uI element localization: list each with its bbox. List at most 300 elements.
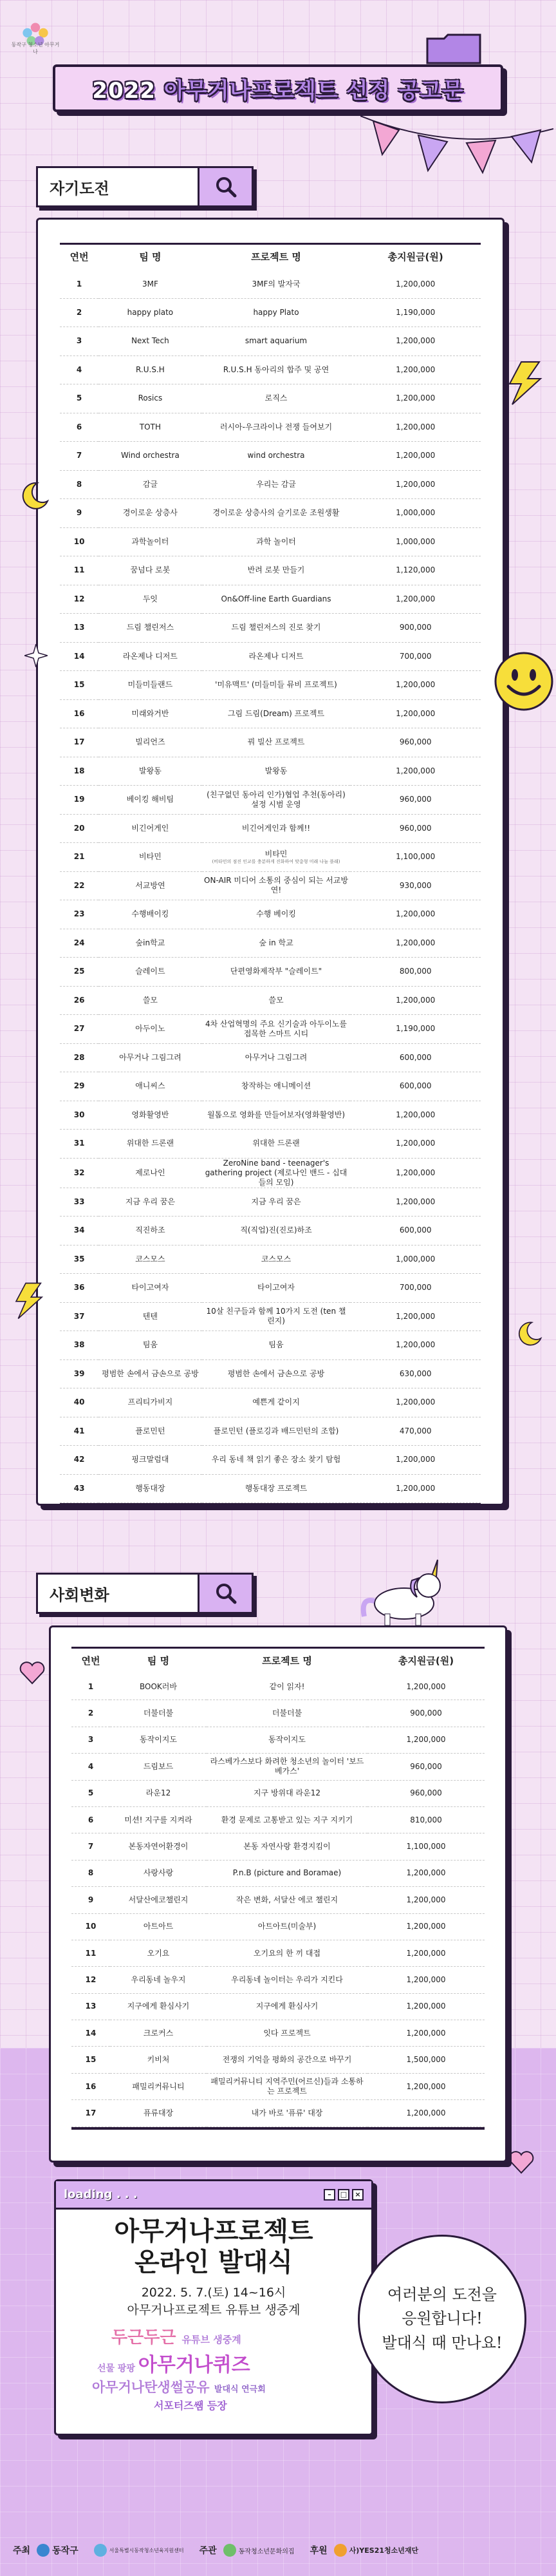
cell-no: 11 [60, 556, 98, 585]
cell-no: 41 [60, 1417, 98, 1446]
cell-team: 행동대장 [98, 1474, 201, 1503]
table-row [60, 556, 481, 585]
table-row [71, 1754, 485, 1780]
cell-amount: 1,200,000 [367, 1993, 485, 2020]
cell-project: 라온제나 디저트 [202, 642, 351, 671]
organizer-org-name: 동작청소년문화의집 [238, 2548, 295, 2555]
cell-team: 애니씨스 [98, 1072, 201, 1101]
table-row [71, 1780, 485, 1806]
col-header-team: 팀 명 [98, 244, 201, 270]
cell-amount: 800,000 [350, 958, 481, 987]
cell-team: 베이킹 해비팀 [98, 786, 201, 815]
cell-project: 반려 로봇 만들기 [202, 556, 351, 585]
cell-no: 13 [71, 1993, 110, 2020]
cell-amount: 600,000 [350, 1043, 481, 1072]
cell-amount: 1,200,000 [367, 1967, 485, 1993]
cell-no: 1 [60, 270, 98, 299]
cell-team: 아트아트 [110, 1913, 207, 1940]
cell-project: 더불더불 [207, 1700, 367, 1727]
cell-amount: 1,200,000 [350, 384, 481, 413]
cell-no: 15 [60, 671, 98, 700]
table-row [60, 1158, 481, 1188]
table-row [60, 1274, 481, 1303]
cell-project: 라스베가스보다 화려한 청소년의 놀이터 '보드베가스' [207, 1754, 367, 1780]
cell-team: 빌리언즈 [98, 728, 201, 757]
table-row [71, 1967, 485, 1993]
program-title: 아무거나퀴즈 [138, 2354, 250, 2376]
host-label: 주최 [13, 2546, 31, 2556]
cell-team: 코스모스 [98, 1245, 201, 1274]
cell-no: 4 [71, 1754, 110, 1780]
sparkle-icon [24, 644, 48, 667]
table-row [60, 900, 481, 929]
folder-icon [425, 32, 483, 64]
cell-team: 타이고여자 [98, 1274, 201, 1303]
moon-icon [18, 480, 50, 513]
cell-no: 2 [71, 1700, 110, 1727]
cell-project: 예쁜게 같이지 [202, 1388, 351, 1417]
cell-project: 같이 읽자! [207, 1674, 367, 1700]
table-row [71, 2100, 485, 2126]
cell-team: 지금 우리 꿈은 [98, 1188, 201, 1217]
cell-amount: 1,200,000 [350, 585, 481, 614]
table-row [60, 413, 481, 442]
cell-team: Wind orchestra [98, 442, 201, 471]
cell-amount: 1,000,000 [350, 499, 481, 528]
cell-amount: 630,000 [350, 1359, 481, 1388]
cell-no: 24 [60, 929, 98, 958]
cell-amount: 1,100,000 [367, 1833, 485, 1860]
col-header-no: 연번 [71, 1648, 110, 1674]
table-row [60, 958, 481, 987]
cell-team: 사랑사랑 [110, 1860, 207, 1886]
table-row [60, 585, 481, 614]
promo-title [56, 2216, 371, 2278]
host-logo-icon [37, 2544, 50, 2557]
cell-amount: 470,000 [350, 1417, 481, 1446]
cell-amount: 1,200,000 [350, 699, 481, 728]
table-row [60, 728, 481, 757]
cell-team: 팀움 [98, 1331, 201, 1360]
cell-no: 23 [60, 900, 98, 929]
cell-team: 키비처 [110, 2047, 207, 2073]
cell-project: 단편영화제작부 "슬레이트" [202, 958, 351, 987]
cell-amount: 1,200,000 [367, 2020, 485, 2047]
table-row [71, 2020, 485, 2047]
cell-amount: 960,000 [367, 1754, 485, 1780]
cell-project: 우리 동네 책 읽기 좋은 장소 찾기 탐험 [202, 1446, 351, 1475]
cell-no: 4 [60, 355, 98, 384]
table-row [71, 1674, 485, 1700]
cell-amount: 1,200,000 [367, 2073, 485, 2099]
cell-no: 27 [60, 1015, 98, 1044]
table-row [60, 929, 481, 958]
cell-project: 과학 놀이터 [202, 527, 351, 556]
cell-project: 아무거나 그림그려 [202, 1043, 351, 1072]
table-row [71, 1993, 485, 2020]
cell-team: BOOK러바 [110, 1674, 207, 1700]
cell-project: 환경 문제로 고통받고 있는 지구 지키기 [207, 1806, 367, 1833]
cell-project: 타이고여자 [202, 1274, 351, 1303]
cell-team: 슬레이트 [98, 958, 201, 987]
cell-team: 아무거나 그림그려 [98, 1043, 201, 1072]
cell-no: 10 [60, 527, 98, 556]
cell-no: 21 [60, 843, 98, 872]
table-row [60, 786, 481, 815]
window-label: loading . . . [64, 2188, 138, 2201]
cell-team: 패밀리커뮤니티 [110, 2073, 207, 2099]
table-row [71, 1860, 485, 1886]
cell-project: 발왕동 [202, 757, 351, 786]
cell-amount: 1,000,000 [350, 1245, 481, 1274]
cell-project: 월톱으로 영화를 만들어보자(영화활영반) [202, 1101, 351, 1130]
cell-project: 쓸모 [202, 986, 351, 1015]
cell-amount: 900,000 [350, 614, 481, 643]
cell-no: 22 [60, 871, 98, 900]
col-header-project: 프로젝트 명 [207, 1648, 367, 1674]
cell-amount: 1,200,000 [350, 671, 481, 700]
cell-project: P.n.B (picture and Boramae) [207, 1860, 367, 1886]
program-sub: 발대식 연극회 [214, 2385, 266, 2394]
cell-team: 제로나인 [98, 1158, 201, 1188]
launch-event-window [54, 2179, 373, 2436]
cell-team: 미래와거반 [98, 699, 201, 728]
search-button[interactable] [198, 1575, 252, 1612]
cell-no: 14 [60, 642, 98, 671]
cell-no: 3 [60, 327, 98, 356]
cell-project: 우리동네 놀이터는 우리가 지킨다 [207, 1967, 367, 1993]
cell-no: 15 [71, 2047, 110, 2073]
cell-team: 쓸모 [98, 986, 201, 1015]
table-sheet-social-change [49, 1625, 507, 2163]
cell-amount: 1,200,000 [350, 929, 481, 958]
cell-team: 미들미들랜드 [98, 671, 201, 700]
search-icon [215, 176, 237, 198]
table-sheet-self-challenge [36, 218, 505, 1506]
cell-no: 5 [60, 384, 98, 413]
cell-amount: 1,190,000 [350, 298, 481, 327]
cell-no: 38 [60, 1331, 98, 1360]
cell-amount: 1,200,000 [367, 1674, 485, 1700]
cell-amount: 1,200,000 [350, 1101, 481, 1130]
cell-team: TOTH [98, 413, 201, 442]
cell-project: 내가 바로 '퓨류' 대장 [207, 2100, 367, 2126]
table-row [71, 1833, 485, 1860]
table-row [60, 1446, 481, 1475]
program-item: 서포터즈쌤 등장 [154, 2400, 227, 2412]
cell-no: 17 [60, 728, 98, 757]
cell-project: 꿔 빌산 프로젝트 [202, 728, 351, 757]
program-title: 두근두근 [111, 2328, 176, 2347]
close-button[interactable]: × [352, 2189, 364, 2201]
cell-team: 아두이노 [98, 1015, 201, 1044]
maximize-button[interactable]: □ [338, 2189, 349, 2201]
cell-amount: 1,200,000 [350, 413, 481, 442]
operator-org-name: 서울특별시동작청소년육지원센터 [109, 2547, 184, 2553]
table-row [60, 757, 481, 786]
cell-project: 플로민턴 (플로깅과 배드민턴의 조합) [202, 1417, 351, 1446]
cell-team: 드림 챌린저스 [98, 614, 201, 643]
cell-no: 13 [60, 614, 98, 643]
cell-team: 오기요 [110, 1940, 207, 1966]
cell-no: 32 [60, 1158, 98, 1188]
col-header-amount: 총지원금(원) [367, 1648, 485, 1674]
cell-amount: 960,000 [350, 728, 481, 757]
cell-amount: 1,200,000 [350, 1474, 481, 1503]
cell-team: 지구에게 환심사기 [110, 1993, 207, 2020]
cell-team: 크로커스 [110, 2020, 207, 2047]
program-item [97, 2349, 250, 2377]
cell-no: 11 [71, 1940, 110, 1966]
table-row [71, 1700, 485, 1727]
cell-project: 동작이지도 [207, 1727, 367, 1753]
cell-no: 37 [60, 1302, 98, 1331]
search-button[interactable] [198, 168, 252, 205]
table-row [71, 1887, 485, 1913]
cell-amount: 1,200,000 [367, 1940, 485, 1966]
table-row [71, 2047, 485, 2073]
cell-project: 숲 in 학교 [202, 929, 351, 958]
cell-amount: 1,200,000 [367, 2100, 485, 2126]
table-row [60, 1474, 481, 1503]
cell-team: 수행배이킹 [98, 900, 201, 929]
table-row [60, 843, 481, 872]
cell-no: 29 [60, 1072, 98, 1101]
table-row [60, 1130, 481, 1159]
cell-amount: 1,200,000 [350, 1130, 481, 1159]
cell-no: 34 [60, 1217, 98, 1245]
table-row [60, 1217, 481, 1245]
cell-project: 지금 우리 꿈은 [202, 1188, 351, 1217]
organizer-org [223, 2544, 295, 2557]
cell-amount: 1,200,000 [350, 1188, 481, 1217]
table-row [71, 1727, 485, 1753]
table-row [71, 1913, 485, 1940]
cell-project: 잇다 프로젝트 [207, 2020, 367, 2047]
cell-team: 라운12 [110, 1780, 207, 1806]
table-row [60, 814, 481, 843]
cell-team: 텐텐 [98, 1302, 201, 1331]
cell-amount: 1,200,000 [367, 1860, 485, 1886]
window-title-bar [56, 2181, 371, 2210]
cell-no: 8 [71, 1860, 110, 1886]
cell-project: 지구 방위대 라운12 [207, 1780, 367, 1806]
cell-project: 패밀리커뮤니티 지역주민(어르신)들과 소통하는 프로젝트 [207, 2073, 367, 2099]
table-row [60, 642, 481, 671]
table-row [60, 1188, 481, 1217]
cell-team: 3MF [98, 270, 201, 299]
cell-team: Rosics [98, 384, 201, 413]
cell-amount: 700,000 [350, 642, 481, 671]
table-row [60, 1072, 481, 1101]
cell-amount: 1,200,000 [367, 1727, 485, 1753]
cell-amount: 1,200,000 [350, 355, 481, 384]
cell-project: 본동 자연사랑 환경지킴이 [207, 1833, 367, 1860]
cell-no: 6 [60, 413, 98, 442]
cell-project: On&Off-line Earth Guardians [202, 585, 351, 614]
heart-icon [508, 2151, 534, 2174]
cell-team: 핑크말럼대 [98, 1446, 201, 1475]
cell-project: ON-AIR 미디어 소통의 중심이 되는 서교방연! [202, 871, 351, 900]
table-divider [71, 2127, 485, 2130]
speech-bubble [358, 2235, 526, 2403]
cell-amount: 1,200,000 [350, 986, 481, 1015]
cell-no: 35 [60, 1245, 98, 1274]
table-row [71, 1940, 485, 1966]
self-challenge-table [60, 243, 481, 1503]
table-row [60, 1245, 481, 1274]
cell-no: 7 [60, 442, 98, 471]
cell-team: 미션! 지구를 지켜라 [110, 1806, 207, 1833]
minimize-button[interactable]: – [324, 2189, 335, 2201]
operator-logo-icon [94, 2544, 107, 2557]
sponsor-org [334, 2544, 419, 2557]
cell-team: 우리동네 놀우지 [110, 1967, 207, 1993]
title-main: 아무거나프로젝트 선정 공고문 [163, 77, 464, 104]
cell-no: 17 [71, 2100, 110, 2126]
cell-team: 두잇 [98, 585, 201, 614]
organizer-label: 주관 [199, 2546, 217, 2556]
promo-date: 2022. 5. 7.(토) 14~16시 [141, 2286, 286, 2300]
cell-team: 비긴어게인 [98, 814, 201, 843]
cell-no: 16 [60, 699, 98, 728]
cell-project: 팀움 [202, 1331, 351, 1360]
lightning-icon [506, 361, 544, 406]
cell-no: 31 [60, 1130, 98, 1159]
cell-team: 서교방연 [98, 871, 201, 900]
cell-no: 9 [60, 499, 98, 528]
program-list [56, 2322, 371, 2425]
program-item [92, 2377, 266, 2396]
cell-amount: 1,100,000 [350, 843, 481, 872]
cell-project: 드림 챌린저스의 진로 찾기 [202, 614, 351, 643]
cell-project: 비긴어게인과 함께!! [202, 814, 351, 843]
cell-amount: 1,200,000 [350, 270, 481, 299]
smiley-icon [493, 650, 555, 712]
cell-team: 영화활영반 [98, 1101, 201, 1130]
table-row [60, 270, 481, 299]
cell-amount: 1,190,000 [350, 1015, 481, 1044]
cell-amount: 600,000 [350, 1072, 481, 1101]
table-row [60, 527, 481, 556]
cell-amount: 1,500,000 [367, 2047, 485, 2073]
cell-team: 감글 [98, 470, 201, 499]
cell-no: 42 [60, 1446, 98, 1475]
cell-amount: 1,200,000 [350, 900, 481, 929]
social-change-table [71, 1647, 485, 2127]
cell-no: 8 [60, 470, 98, 499]
cell-amount: 700,000 [350, 1274, 481, 1303]
cell-no: 3 [71, 1727, 110, 1753]
cell-project: 오기요의 한 끼 대접 [207, 1940, 367, 1966]
cell-amount: 1,000,000 [350, 527, 481, 556]
table-row [60, 499, 481, 528]
table-row [60, 1417, 481, 1446]
cell-amount: 960,000 [367, 1780, 485, 1806]
cell-amount: 1,200,000 [367, 1913, 485, 1940]
cell-team: 위대한 드론랜 [98, 1130, 201, 1159]
cell-team: 과학놀이터 [98, 527, 201, 556]
cell-no: 19 [60, 786, 98, 815]
table-row [60, 327, 481, 356]
organizer-logo-icon [223, 2544, 236, 2557]
cell-amount: 1,120,000 [350, 556, 481, 585]
table-row [60, 1302, 481, 1331]
cell-project: 평범한 손에서 금손으로 공방 [202, 1359, 351, 1388]
cell-amount: 1,200,000 [350, 1446, 481, 1475]
cell-team: 발왕동 [98, 757, 201, 786]
cell-project: (친구없던 동아리 인가)협업 추천(동아리) 설정 시범 운영 [202, 786, 351, 815]
title-year: 2022 [92, 77, 156, 104]
cell-no: 14 [71, 2020, 110, 2047]
cell-amount: 1,200,000 [350, 327, 481, 356]
cell-project: '미유맥트' (미들미들 뮤비 프로젝트) [202, 671, 351, 700]
cell-no: 5 [71, 1780, 110, 1806]
cell-project: 러시아-우크라이나 전쟁 들여보기 [202, 413, 351, 442]
cell-project: 10살 친구들과 함께 10가지 도전 (ten 챌린지) [202, 1302, 351, 1331]
cell-no: 36 [60, 1274, 98, 1303]
cell-amount: 810,000 [367, 1806, 485, 1833]
section-header-social-change [36, 1573, 254, 1614]
search-icon [215, 1582, 237, 1604]
cell-team: 퓨류대장 [110, 2100, 207, 2126]
section-title: 사회변화 [50, 1586, 109, 1604]
cell-no: 7 [71, 1833, 110, 1860]
cell-team: 드림보드 [110, 1754, 207, 1780]
cell-no: 2 [60, 298, 98, 327]
host-org [37, 2544, 79, 2557]
cell-no: 18 [60, 757, 98, 786]
cell-team: 서달산에코챌린지 [110, 1887, 207, 1913]
table-body [60, 270, 481, 1503]
table-row [60, 699, 481, 728]
promo-title-line1: 아무거나프로젝트 [114, 2217, 313, 2246]
cell-no: 12 [60, 585, 98, 614]
cell-project: 위대한 드론랜 [202, 1130, 351, 1159]
cell-project: 전쟁의 기억을 평화의 공간으로 바꾸기 [207, 2047, 367, 2073]
cell-project: 비타민 (비타민의 점진 인교를 충분하게 진화하여 맞춤형 미래 나눔 플래) [202, 843, 351, 872]
col-header-no: 연번 [60, 244, 98, 270]
cell-team: 평범한 손에서 금손으로 공방 [98, 1359, 201, 1388]
cell-team: 더불더불 [110, 1700, 207, 1727]
cell-amount: 1,200,000 [350, 1302, 481, 1331]
cell-amount: 960,000 [350, 814, 481, 843]
cell-team: 플로민턴 [98, 1417, 201, 1446]
cell-team: 동작이지도 [110, 1727, 207, 1753]
cell-team: 라온제나 디저트 [98, 642, 201, 671]
table-row [60, 470, 481, 499]
table-row [60, 1359, 481, 1388]
cell-project: 코스모스 [202, 1245, 351, 1274]
cell-team: 본동자연어환경이 [110, 1833, 207, 1860]
table-row [60, 1101, 481, 1130]
sponsor-logo-icon [334, 2544, 347, 2557]
cell-team: 꿈넘다 로봇 [98, 556, 201, 585]
table-row [60, 1388, 481, 1417]
cell-no: 28 [60, 1043, 98, 1072]
cell-team: Next Tech [98, 327, 201, 356]
cell-no: 6 [71, 1806, 110, 1833]
table-row [60, 671, 481, 700]
cell-amount: 600,000 [350, 1217, 481, 1245]
cell-project: 그림 드림(Dream) 프로젝트 [202, 699, 351, 728]
table-row [60, 1331, 481, 1360]
operator-org [94, 2544, 184, 2557]
cell-no: 26 [60, 986, 98, 1015]
cell-project: 직(직업)진(진로)하조 [202, 1217, 351, 1245]
table-row [60, 442, 481, 471]
cell-team: 숲in학교 [98, 929, 201, 958]
